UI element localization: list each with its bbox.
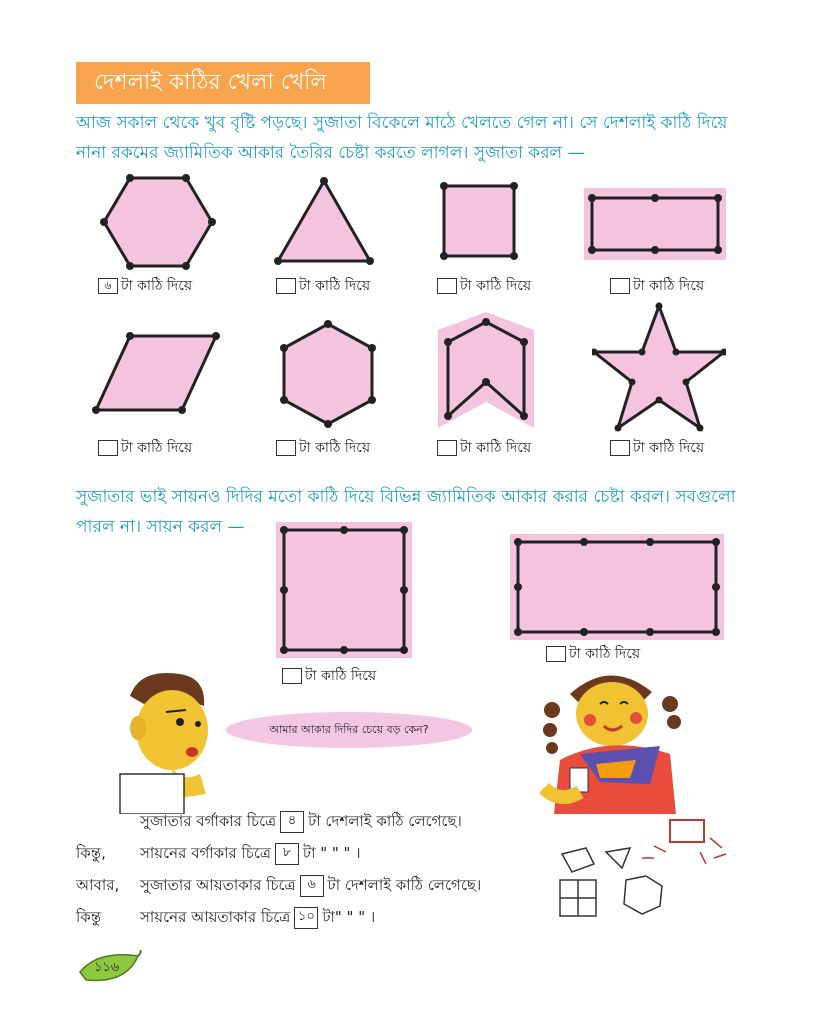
big-rectangle-shape <box>510 534 724 640</box>
label-square: টা কাঠি দিয়ে <box>437 274 531 298</box>
answer-box[interactable] <box>276 440 296 456</box>
speech-bubble: আমার আকার দিদির চেয়ে বড় কেন? <box>226 712 472 748</box>
hexagon-shape <box>98 172 218 272</box>
rectangle-shape <box>584 188 726 260</box>
label-star: টা কাঠি দিয়ে <box>610 436 704 460</box>
answer-box[interactable] <box>546 646 566 662</box>
star-shape <box>592 302 726 432</box>
chapter-title: দেশলাই কাঠির খেলা খেলি <box>76 62 370 104</box>
statement-1: সুজাতার বর্গাকার চিত্রে ৪ টা দেশলাই কাঠি লেগেছে। <box>140 810 462 835</box>
label-big-square: টা কাঠি দিয়ে <box>282 664 376 688</box>
statement-answer-box[interactable]: ৪ <box>280 811 304 833</box>
statement-2: কিন্তু, সায়নের বর্গাকার চিত্রে ৮ টা " " " । <box>76 842 361 867</box>
answer-box[interactable] <box>610 440 630 456</box>
answer-box[interactable] <box>610 278 630 294</box>
answer-box[interactable]: ৬ <box>98 278 118 294</box>
statement-4: কিন্তু সায়নের আয়তাকার চিত্রে ১০ টা" " " । <box>76 906 375 931</box>
brother-line-2: পারল না। সায়ন করল — <box>76 517 245 537</box>
intro-line-1: আজ সকাল থেকে খুব বৃষ্টি পড়ছে। সুজাতা বিকেলে মাঠে খেলতে গেল না। সে দেশলাই কাঠি দিয়ে <box>76 113 728 133</box>
statement-3: আবার, সুজাতার আয়তাকার চিত্রে ৬ টা দেশলাই কাঠি লেগেছে। <box>76 874 481 899</box>
chevron-shape <box>438 312 534 428</box>
label-vertical-hexagon: টা কাঠি দিয়ে <box>276 436 370 460</box>
triangle-shape <box>272 175 376 267</box>
brother-line-1: সুজাতার ভাই সায়নও দিদির মতো কাঠি দিয়ে বিভিন্ন জ্যামিতিক আকার করার চেষ্টা করল। সবগুলো <box>76 487 736 507</box>
matchstick-shapes-illustration <box>550 818 730 928</box>
statement-answer-box[interactable]: ৮ <box>275 843 299 865</box>
parallelogram-shape <box>92 332 220 414</box>
label-hexagon: ৬ টা কাঠি দিয়ে <box>98 274 192 298</box>
statement-answer-box[interactable]: ১০ <box>294 907 318 929</box>
girl-illustration <box>540 664 690 824</box>
answer-box[interactable] <box>276 278 296 294</box>
intro-line-2: নানা রকমের জ্যামিতিক আকার তৈরির চেষ্টা করতে লাগল। সুজাতা করল — <box>76 143 585 163</box>
big-square-shape <box>276 522 412 658</box>
label-big-rectangle: টা কাঠি দিয়ে <box>546 642 640 666</box>
answer-box[interactable] <box>282 668 302 684</box>
page-number: ১১৬ <box>78 950 144 984</box>
label-rectangle: টা কাঠি দিয়ে <box>610 274 704 298</box>
label-chevron: টা কাঠি দিয়ে <box>437 436 531 460</box>
answer-box[interactable] <box>98 440 118 456</box>
brother-paragraph <box>76 482 776 542</box>
vertical-hexagon-shape <box>276 318 380 430</box>
square-shape <box>436 178 522 264</box>
intro-paragraph <box>76 108 776 168</box>
answer-box[interactable] <box>437 440 457 456</box>
answer-box[interactable] <box>437 278 457 294</box>
label-parallelogram: টা কাঠি দিয়ে <box>98 436 192 460</box>
label-triangle: টা কাঠি দিয়ে <box>276 274 370 298</box>
statement-answer-box[interactable]: ৬ <box>300 875 324 897</box>
boy-illustration <box>110 664 230 814</box>
